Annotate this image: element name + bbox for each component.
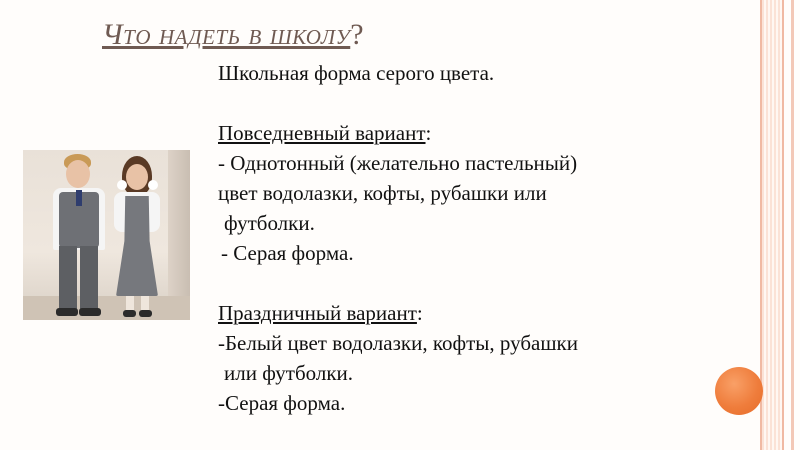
slide-title-question-mark: ? — [350, 18, 365, 51]
holiday-heading: Праздничный вариант: — [218, 301, 423, 325]
slide-title-text: Что надеть в школу — [102, 18, 351, 51]
uniform-color-line: Школьная форма серого цвета. — [218, 61, 495, 85]
holiday-item-2: -Серая форма. — [218, 391, 346, 415]
orange-circle-decoration — [715, 367, 763, 415]
everyday-item-1: - Однотонный (желательно пастельный) — [218, 151, 578, 175]
everyday-item-2: - Серая форма. — [221, 241, 354, 265]
everyday-item-1-end: футболки. — [224, 211, 315, 235]
decorative-stripe — [760, 0, 784, 450]
everyday-item-1-cont: цвет водолазки, кофты, рубашки или — [218, 181, 547, 205]
school-uniform-photo — [23, 150, 190, 320]
decorative-line — [791, 0, 794, 450]
holiday-item-1: -Белый цвет водолазки, кофты, рубашки — [218, 331, 578, 355]
slide-body — [218, 58, 698, 418]
slide-title — [102, 18, 364, 52]
everyday-heading: Повседневный вариант: — [218, 121, 432, 145]
holiday-item-1-cont: или футболки. — [224, 361, 354, 385]
